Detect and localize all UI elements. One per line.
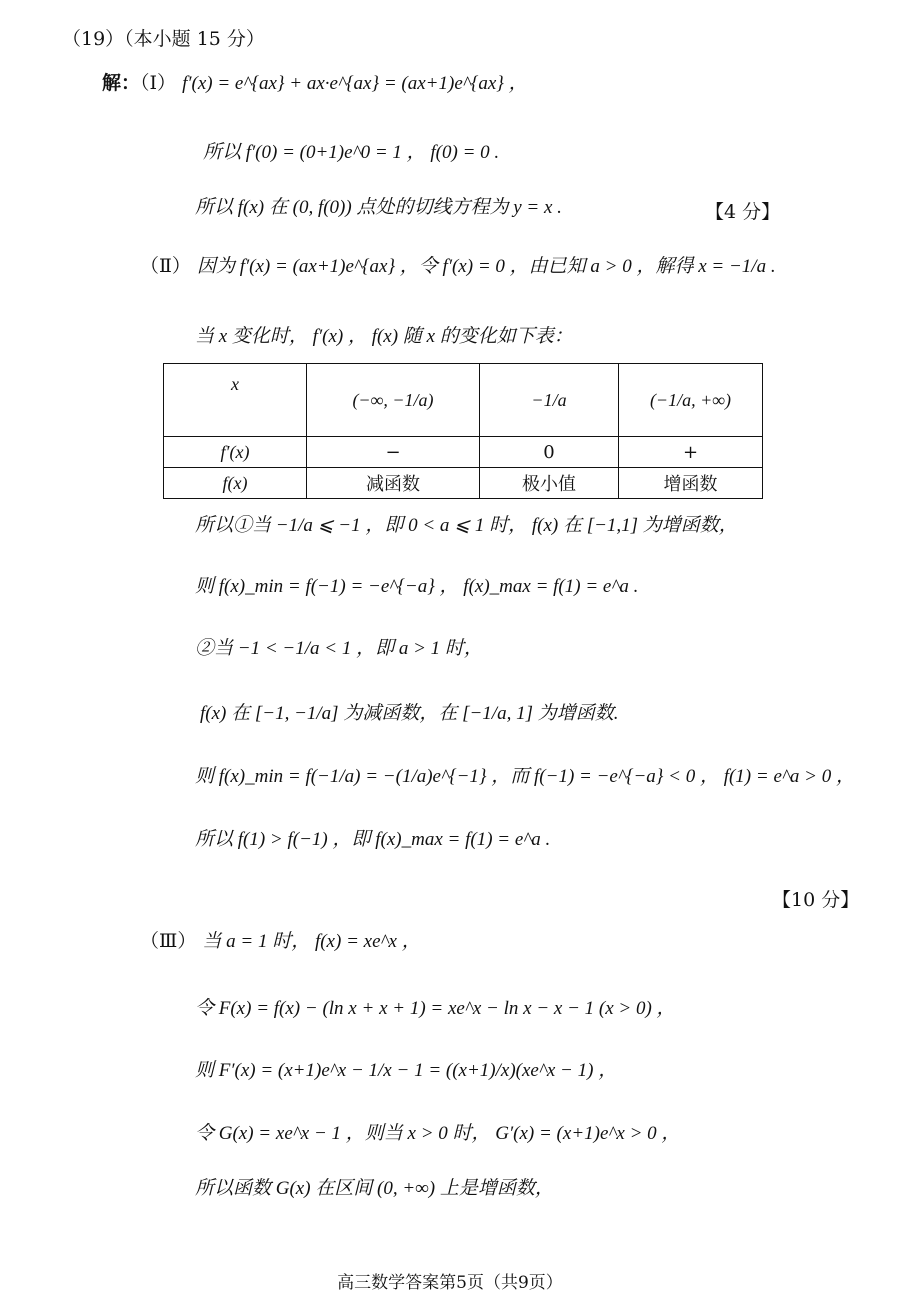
part1-values: 所以 f′(0) = (0+1)e^0 = 1 ， f(0) = 0 .: [203, 142, 500, 163]
part3-line2: 令 F(x) = f(x) − (ln x + x + 1) = xe^x − ln x − x − 1 (x > 0) ，: [195, 998, 676, 1019]
table-cell: −: [307, 437, 480, 468]
table-row: [164, 437, 763, 468]
part3-line1: [140, 930, 421, 954]
part3-label: （Ⅲ）: [140, 930, 197, 952]
part2-label: （Ⅱ）: [140, 255, 191, 277]
table-cell: 增函数: [619, 468, 763, 499]
table-cell: f(x): [164, 468, 307, 499]
table-cell: 0: [480, 437, 619, 468]
case1-line: 所以①当 −1/a ⩽ −1 ，即 0 < a ⩽ 1 时， f(x) 在 [−1,1] 为增函数，: [195, 515, 738, 536]
case2-line: ②当 −1 < −1/a < 1 ，即 a > 1 时，: [195, 638, 483, 659]
part1-derivative: f′(x) = e^{ax} + ax·e^{ax} = (ax+1)e^{ax} ，: [182, 73, 528, 94]
table-header-interval-left: (−∞, −1/a): [307, 364, 480, 437]
table-row: [164, 468, 763, 499]
part3-line5: 所以函数 G(x) 在区间 (0, +∞) 上是增函数，: [195, 1178, 554, 1199]
part2-intro-text: 因为 f′(x) = (ax+1)e^{ax} ，令 f′(x) = 0 ，由已知 a > 0 ，解得 x = −1/a .: [196, 256, 776, 277]
table-header-row: [164, 364, 763, 437]
part3-line3: 则 F′(x) = (x+1)e^x − 1/x − 1 = ((x+1)/x)(xe^x − 1) ，: [195, 1060, 618, 1081]
table-cell: 减函数: [307, 468, 480, 499]
table-intro: 当 x 变化时， f′(x) ， f(x) 随 x 的变化如下表：: [195, 326, 573, 347]
part1-tangent: 所以 f(x) 在 (0, f(0)) 点处的切线方程为 y = x .: [195, 197, 562, 218]
part1-derivative-line: [102, 72, 528, 96]
table-header-critical: −1/a: [480, 364, 619, 437]
case2-max: 所以 f(1) > f(−1) ，即 f(x)_max = f(1) = e^a .: [195, 829, 551, 850]
part3-line1-text: 当 a = 1 时， f(x) = xe^x ，: [202, 931, 421, 952]
part3-line4: 令 G(x) = xe^x − 1 ，则当 x > 0 时， G′(x) = (x+1)e^x > 0 ，: [195, 1123, 681, 1144]
part2-intro: [140, 255, 776, 279]
table-header-interval-right: (−1/a, +∞): [619, 364, 763, 437]
variation-table: [163, 363, 763, 499]
table-cell: f′(x): [164, 437, 307, 468]
part2-score: 【10 分】: [772, 889, 860, 911]
part1-score: 【4 分】: [705, 201, 781, 223]
case1-result: 则 f(x)_min = f(−1) = −e^{−a} ， f(x)_max = f(1) = e^a .: [195, 576, 639, 597]
table-header-x: x: [164, 364, 307, 437]
solution-label: 解：: [102, 72, 141, 94]
case2-monotonicity: f(x) 在 [−1, −1/a] 为减函数，在 [−1/a, 1] 为增函数.: [200, 703, 619, 724]
case2-min: 则 f(x)_min = f(−1/a) = −(1/a)e^{−1} ，而 f(−1) = −e^{−a} < 0 ， f(1) = e^a > 0 ，: [195, 766, 855, 787]
page-footer: 高三数学答案第5页（共9页）: [337, 1273, 563, 1293]
table-cell: 极小值: [480, 468, 619, 499]
table-cell: +: [619, 437, 763, 468]
problem-label: （19）（本小题 15 分）: [62, 28, 265, 50]
part1-label: （Ⅰ）: [140, 72, 177, 94]
